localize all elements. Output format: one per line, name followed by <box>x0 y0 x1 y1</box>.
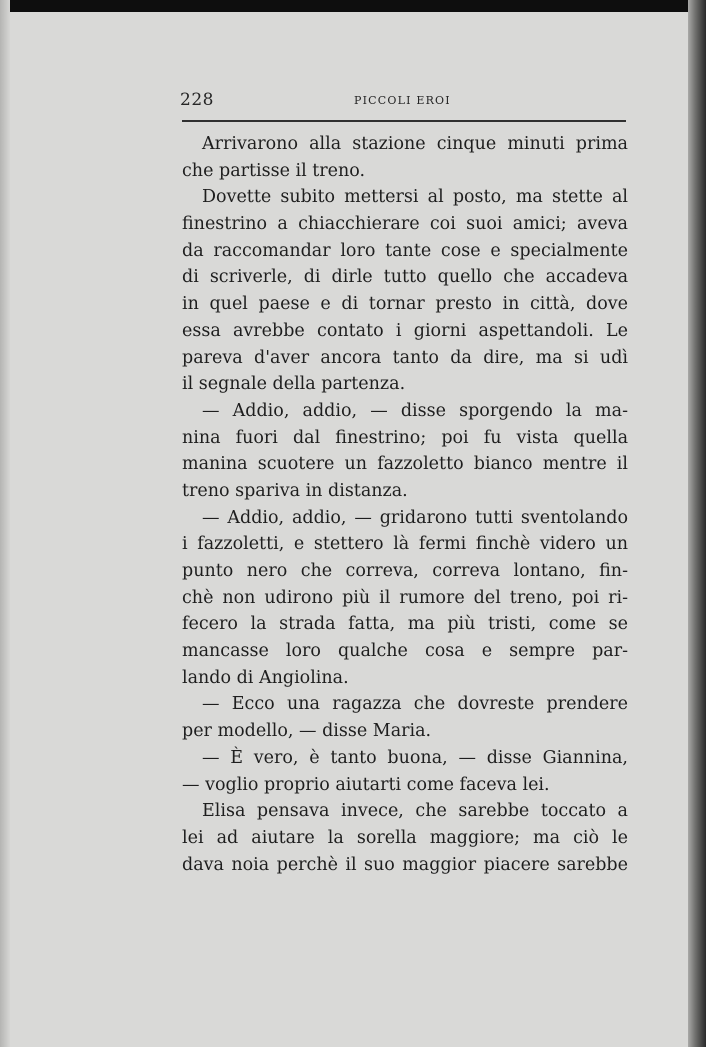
text-line: lando di Angiolina. <box>182 667 349 688</box>
text-line: il segnale della partenza. <box>182 374 406 395</box>
text-line: dava noia perchè il suo maggior piacere sarebbe <box>182 854 628 875</box>
page-header <box>180 90 626 112</box>
text-line: Arrivarono alla stazione cinque minuti prima <box>202 134 628 154</box>
text-line: di scriverle, di dirle tutto quello che accadeva <box>182 267 628 288</box>
scan-right-edge <box>688 0 706 1047</box>
scan-top-edge <box>0 0 706 12</box>
scan-left-edge <box>0 0 10 1047</box>
text-line: Elisa pensava invece, che sarebbe toccato a <box>202 801 628 822</box>
text-line: Dovette subito mettersi al posto, ma stette al <box>202 187 628 208</box>
text-line: — Ecco una ragazza che dovreste prendere <box>202 694 628 715</box>
text-line: che partisse il treno. <box>182 160 366 181</box>
text-line: chè non udirono più il rumore del treno, poi ri- <box>182 587 628 608</box>
text-line: per modello, — disse Maria. <box>182 721 432 742</box>
text-line: i fazzoletti, e stettero là fermi finchè videro un <box>182 534 628 555</box>
text-line: finestrino a chiacchierare coi suoi amici; aveva <box>182 214 628 235</box>
text-line: — Addio, addio, — disse sporgendo la ma- <box>202 400 628 421</box>
text-line: mancasse loro qualche cosa e sempre par- <box>182 641 628 662</box>
text-line: essa avrebbe contato i giorni aspettandoli. Le <box>182 320 628 341</box>
page-number: 228 <box>180 90 214 110</box>
text-line: — voglio proprio aiutarti come faceva lei. <box>182 774 550 795</box>
text-line: manina scuotere un fazzoletto bianco mentre il <box>182 454 628 475</box>
text-line: — È vero, è tanto buona, — disse Giannina, <box>202 747 628 768</box>
header-rule <box>182 120 626 122</box>
text-line: fecero la strada fatta, ma più tristi, come se <box>182 614 628 635</box>
text-line: nina fuori dal finestrino; poi fu vista quella <box>182 427 628 448</box>
body-text <box>182 131 628 878</box>
running-title: PICCOLI EROI <box>354 94 451 107</box>
text-line: treno spariva in distanza. <box>182 480 408 501</box>
text-line: in quel paese e di tornar presto in città, dove <box>182 294 628 315</box>
text-line: da raccomandar loro tante cose e specialmente <box>182 240 628 261</box>
text-line: pareva d'aver ancora tanto da dire, ma si udì <box>182 347 628 368</box>
text-line: punto nero che correva, correva lontano, fin- <box>182 561 628 581</box>
text-line: lei ad aiutare la sorella maggiore; ma ciò le <box>182 827 628 848</box>
text-line: — Addio, addio, — gridarono tutti sventolando <box>202 507 628 528</box>
